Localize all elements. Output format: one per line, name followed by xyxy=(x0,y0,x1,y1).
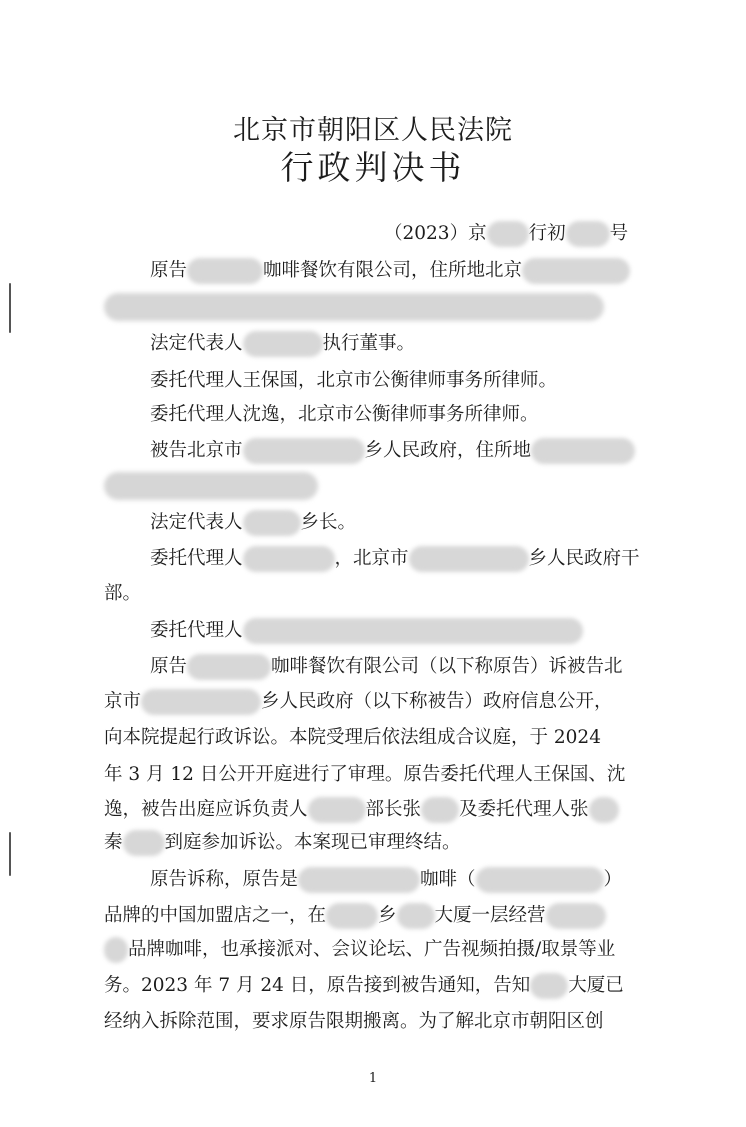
redaction xyxy=(104,472,318,500)
court-name: 北京市朝阳区人民法院 xyxy=(233,115,513,146)
redaction xyxy=(546,903,606,929)
redaction xyxy=(141,689,261,715)
redaction xyxy=(243,510,301,536)
body-line: 逸，被告出庭应诉负责人 部长张 及委托代理人张 xyxy=(104,797,619,823)
plaintiff-representative: 法定代表人 执行董事。 xyxy=(150,331,415,357)
body-line: 原告 咖啡餐饮有限公司（以下称原告）诉被告北 xyxy=(150,654,623,680)
defendant-agent-1-wrap: 部。 xyxy=(104,583,142,604)
redaction xyxy=(104,293,604,321)
redaction xyxy=(326,903,378,929)
redaction xyxy=(308,797,366,823)
body-line: 原告诉称，原告是 咖啡（ ） xyxy=(150,867,622,893)
redaction xyxy=(421,797,459,823)
scan-edge-mark xyxy=(9,283,11,333)
defendant-representative: 法定代表人 乡长。 xyxy=(150,510,356,536)
scan-edge-mark xyxy=(9,832,11,876)
redaction xyxy=(243,438,365,464)
redaction xyxy=(409,546,529,572)
plaintiff-agent-1: 委托代理人王保国，北京市公衡律师事务所律师。 xyxy=(150,370,558,391)
body-line: 品牌咖啡，也承接派对、会议论坛、广告视频拍摄/取景等业 xyxy=(104,937,615,963)
body-line: 向本院提起行政诉讼。本院受理后依法组成合议庭，于 2024 xyxy=(104,727,601,748)
redaction xyxy=(589,797,619,823)
redaction xyxy=(187,654,271,680)
defendant-agent-1: 委托代理人 ，北京市 乡人民政府干 xyxy=(150,546,640,572)
redaction xyxy=(530,973,568,999)
body-line: 年 3 月 12 日公开开庭进行了审理。原告委托代理人王保国、沈 xyxy=(104,764,626,785)
body-line: 品牌的中国加盟店之一，在 乡 大厦一层经营 xyxy=(104,903,606,929)
body-line: 秦 到庭参加诉讼。本案现已审理终结。 xyxy=(104,830,461,856)
plaintiff-line: 原告 咖啡餐饮有限公司，住所地北京 xyxy=(150,258,630,284)
body-line: 务。2023 年 7 月 24 日，原告接到被告通知，告知 大厦已 xyxy=(104,973,624,999)
body-line: 经纳入拆除范围，要求原告限期搬离。为了解北京市朝阳区创 xyxy=(104,1011,604,1032)
page-number: 1 xyxy=(368,1071,378,1086)
redaction xyxy=(487,221,529,247)
redaction xyxy=(243,618,583,644)
redaction xyxy=(566,221,610,247)
redaction xyxy=(123,830,165,856)
redaction xyxy=(298,867,420,893)
case-number: （2023）京 行初 号 xyxy=(384,221,628,247)
redaction xyxy=(243,331,323,357)
redaction xyxy=(104,937,128,963)
redaction xyxy=(531,438,635,464)
redaction xyxy=(522,258,630,284)
body-line: 京市 乡人民政府（以下称被告）政府信息公开， xyxy=(104,689,613,715)
redaction xyxy=(187,258,263,284)
redaction xyxy=(397,903,435,929)
redaction xyxy=(243,546,335,572)
plaintiff-agent-2: 委托代理人沈逸，北京市公衡律师事务所律师。 xyxy=(150,404,539,425)
document-title: 行政判决书 xyxy=(280,148,466,187)
defendant-line: 被告北京市 乡人民政府，住所地 xyxy=(150,438,635,464)
defendant-agent-2: 委托代理人 xyxy=(150,618,583,644)
redaction xyxy=(476,867,604,893)
